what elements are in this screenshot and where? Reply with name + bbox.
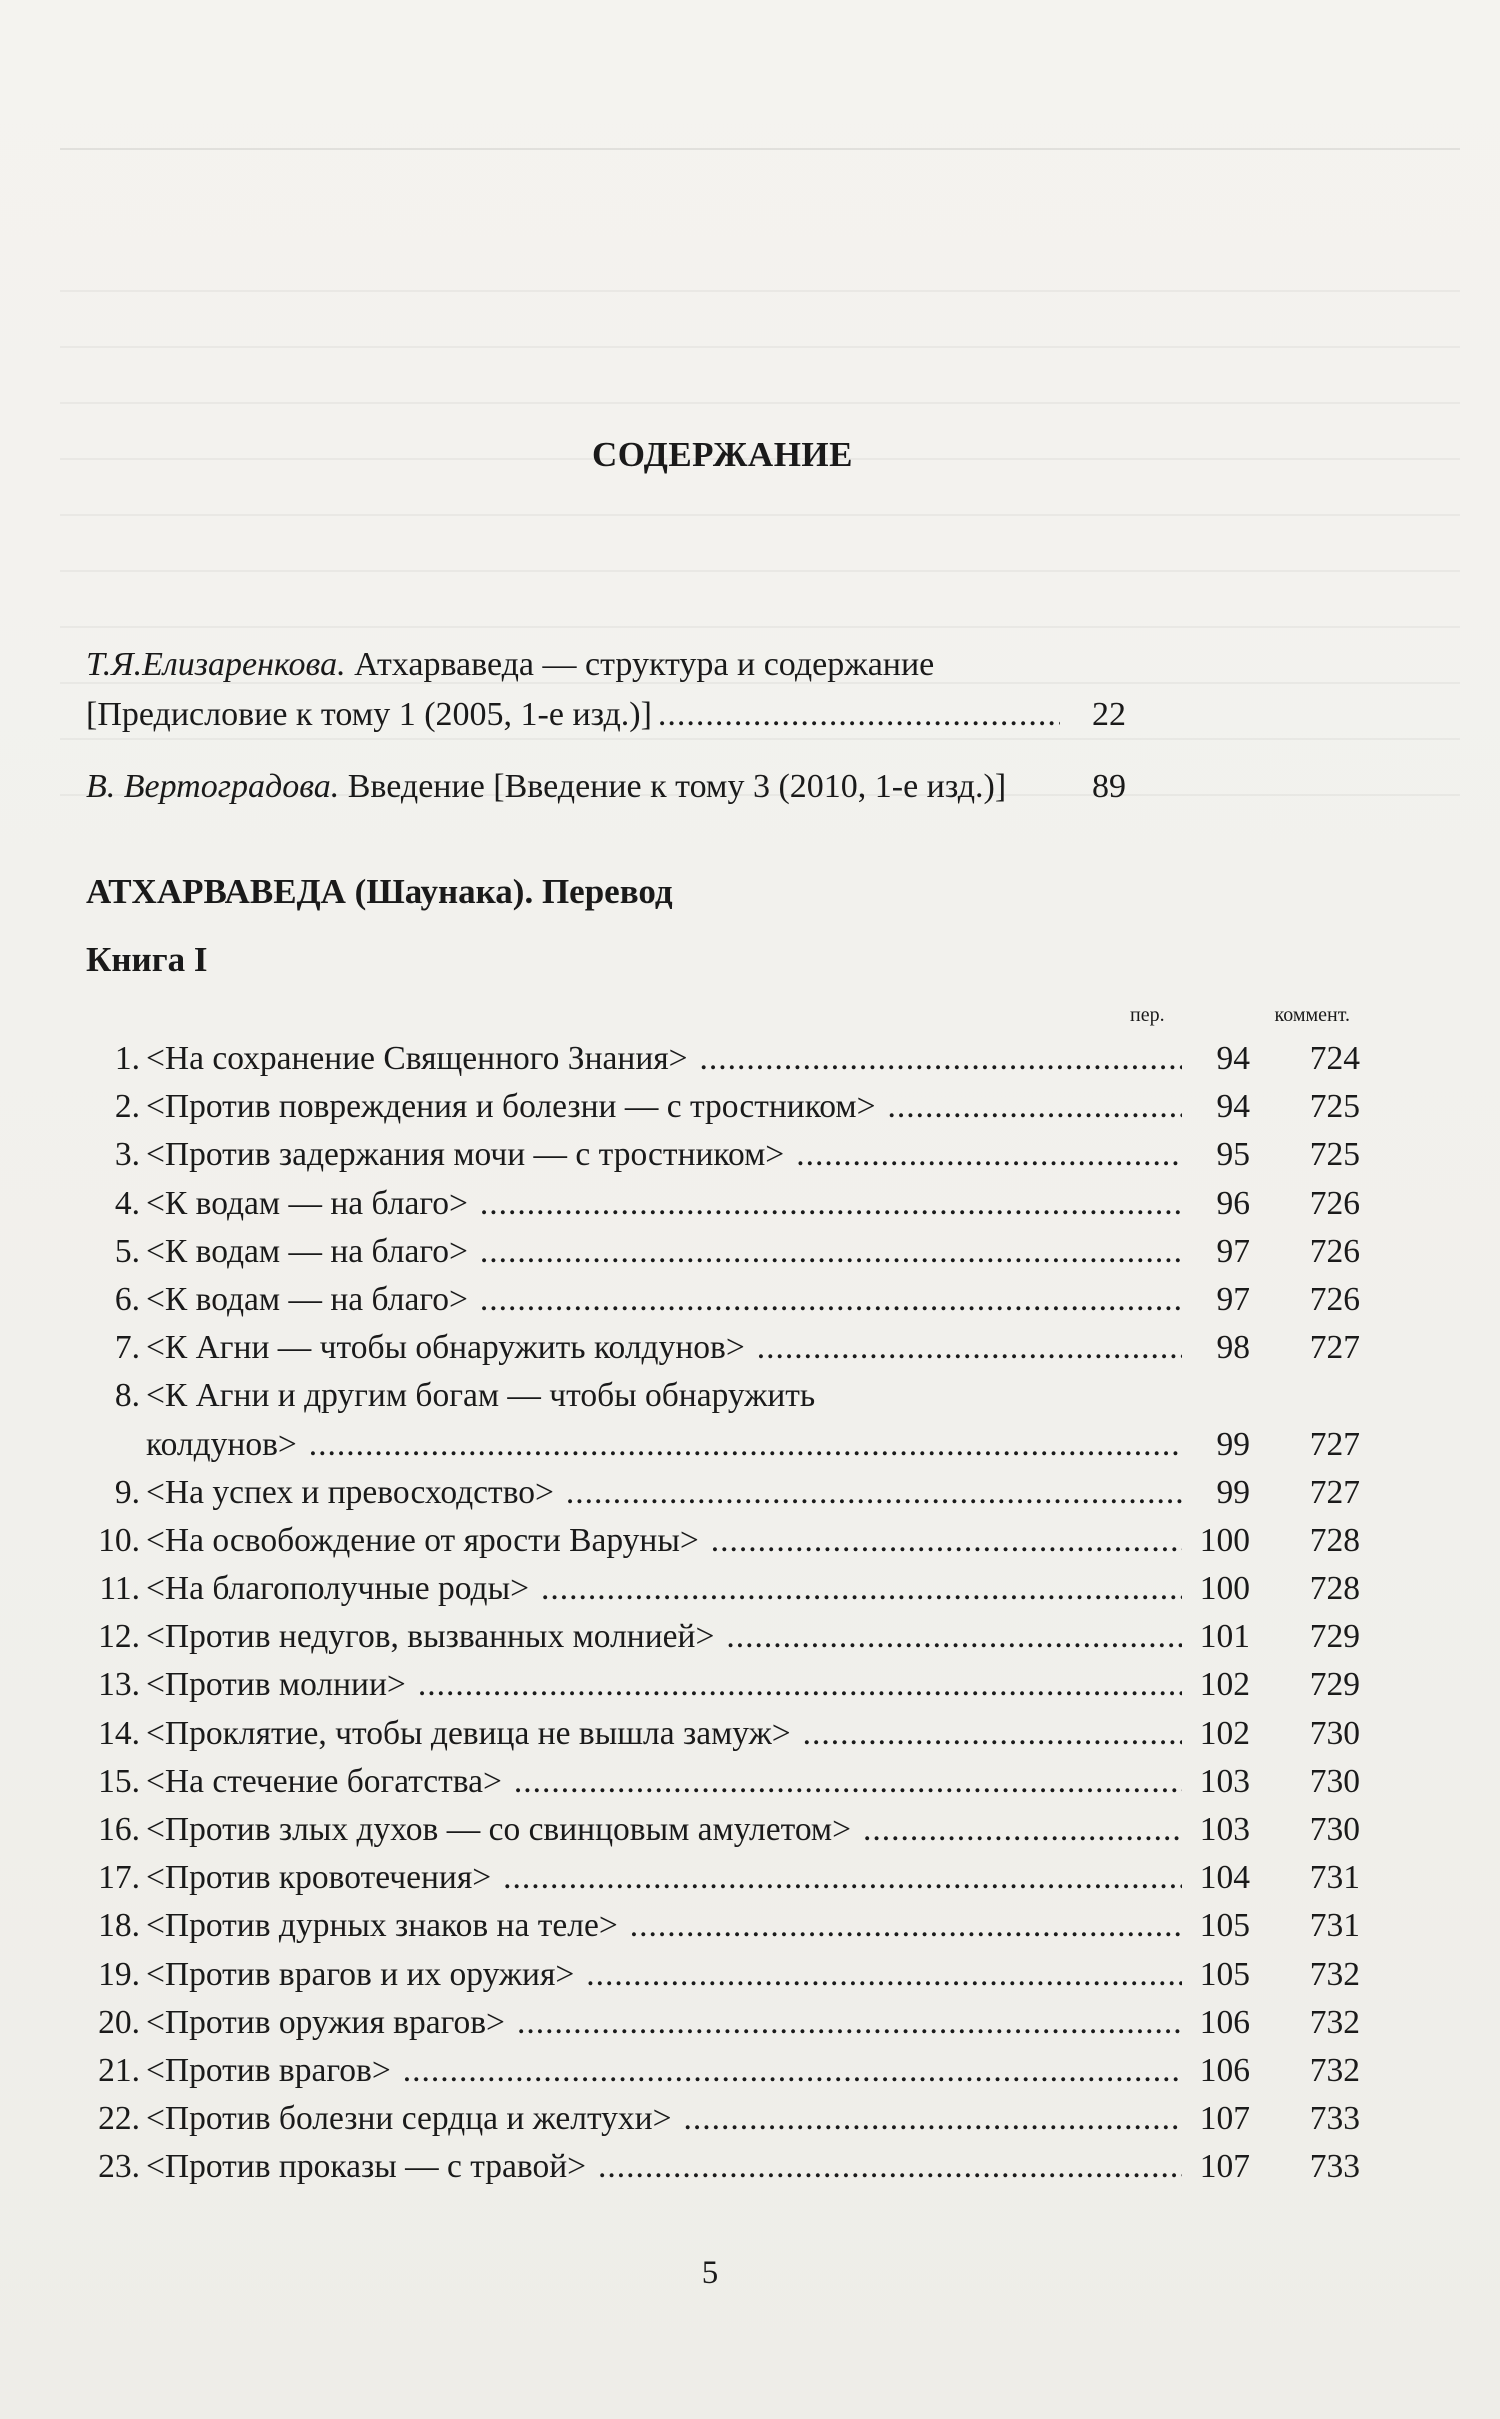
- entry-page-comment: 727: [1309, 1425, 1360, 1463]
- entry-page-translation: 102: [1199, 1714, 1250, 1752]
- toc-entry: [80, 1956, 1360, 2004]
- dot-leader: [796, 1136, 1182, 1174]
- entry-page-translation: 96: [1216, 1184, 1250, 1222]
- entry-number: 9.: [114, 1473, 140, 1511]
- entry-page-translation: 105: [1199, 1907, 1250, 1945]
- entry-number: 13.: [98, 1666, 140, 1704]
- toc-entry: [80, 1570, 1360, 1618]
- entry-page-translation: 99: [1216, 1425, 1250, 1463]
- bleed-through-line: [60, 290, 1460, 292]
- entry-page-translation: 99: [1216, 1473, 1250, 1511]
- entry-number: 8.: [114, 1377, 140, 1415]
- entry-number: 10.: [98, 1521, 140, 1559]
- entry-page-translation: 106: [1199, 2051, 1250, 2089]
- intro-title-cont: [Предисловие к тому 1 (2005, 1-е изд.)]: [86, 696, 652, 733]
- entry-page-comment: 726: [1309, 1232, 1360, 1270]
- dot-leader: [658, 690, 1060, 740]
- entry-page-translation: 95: [1216, 1136, 1250, 1174]
- entry-page-comment: 729: [1309, 1618, 1360, 1656]
- entry-number: 5.: [114, 1232, 140, 1270]
- entry-title: <Против дурных знаков на теле>: [146, 1907, 618, 1945]
- entry-number: 17.: [98, 1859, 140, 1897]
- bleed-through-line: [60, 514, 1460, 516]
- dot-leader: [566, 1474, 1182, 1512]
- entry-title: <К водам — на благо>: [146, 1232, 468, 1270]
- intro-author: Т.Я.Елизаренкова.: [86, 646, 346, 683]
- entry-title: <Против врагов>: [146, 2051, 391, 2089]
- toc-entry: [80, 1040, 1360, 1088]
- entry-title: <Против задержания мочи — с тростником>: [146, 1136, 785, 1174]
- entry-page-comment: 729: [1309, 1666, 1360, 1704]
- dot-leader: [480, 1185, 1182, 1223]
- toc-entry: [80, 2148, 1360, 2196]
- toc-entry: [80, 2004, 1360, 2052]
- entry-number: 18.: [98, 1907, 140, 1945]
- entry-page-translation: 101: [1199, 1618, 1250, 1656]
- dot-leader: [887, 1088, 1182, 1126]
- toc-entry: [80, 1666, 1360, 1714]
- entry-title: <На сохранение Священного Знания>: [146, 1040, 688, 1077]
- entry-page-comment: 725: [1309, 1088, 1360, 1126]
- toc-entry: [80, 1329, 1360, 1377]
- dot-leader: [757, 1329, 1182, 1367]
- entry-title: <Проклятие, чтобы девица не вышла замуж>: [146, 1714, 791, 1752]
- bleed-through-line: [60, 346, 1460, 348]
- entry-number: 22.: [98, 2100, 140, 2138]
- toc-entry: [80, 1618, 1360, 1666]
- column-per: пер.: [1130, 1004, 1165, 1026]
- dot-leader: [480, 1281, 1182, 1319]
- intro-entry: [86, 640, 1126, 740]
- dot-leader: [684, 2100, 1183, 2138]
- dot-leader: [480, 1233, 1182, 1271]
- toc-entry: [80, 1715, 1360, 1763]
- entry-number: 2.: [114, 1088, 140, 1126]
- entry-number: 15.: [98, 1762, 140, 1800]
- page-number: 5: [701, 2255, 719, 2291]
- entry-page-comment: 730: [1309, 1811, 1360, 1849]
- entry-title: <Против кровотечения>: [146, 1859, 492, 1897]
- entry-title: <На успех и превосходство>: [146, 1473, 554, 1511]
- dot-leader: [514, 1763, 1182, 1801]
- entry-page-comment: 732: [1309, 2051, 1360, 2089]
- entry-page-comment: 728: [1309, 1521, 1360, 1559]
- dot-leader: [541, 1570, 1182, 1608]
- entry-page-translation: 98: [1216, 1329, 1250, 1367]
- dot-leader: [503, 1859, 1182, 1897]
- intro-entry: [86, 762, 1126, 812]
- entry-title: <Против повреждения и болезни — с тростником>: [146, 1088, 876, 1126]
- entry-page-comment: 727: [1309, 1329, 1360, 1367]
- entry-page-comment: 733: [1309, 2148, 1360, 2186]
- dot-leader: [586, 1956, 1182, 1994]
- entry-page-comment: 726: [1309, 1184, 1360, 1222]
- toc-entry: [80, 1233, 1360, 1281]
- intro-page: 22: [1092, 696, 1126, 733]
- intro-page: 89: [1092, 768, 1126, 805]
- toc-entry: [80, 1474, 1360, 1522]
- toc-entry: [80, 1522, 1360, 1570]
- entry-number: 7.: [114, 1329, 140, 1367]
- entry-title: <К водам — на благо>: [146, 1280, 468, 1318]
- entry-page-translation: 103: [1199, 1762, 1250, 1800]
- entry-page-translation: 103: [1199, 1811, 1250, 1849]
- dot-leader: [803, 1715, 1182, 1753]
- entry-title: <Против болезни сердца и желтухи>: [146, 2100, 672, 2138]
- entry-number: 16.: [98, 1811, 140, 1849]
- entry-page-translation: 100: [1199, 1570, 1250, 1608]
- entry-page-translation: 97: [1216, 1280, 1250, 1318]
- entry-title: <Против врагов и их оружия>: [146, 1955, 575, 1993]
- entry-title: <Против недугов, вызванных молнией>: [146, 1618, 715, 1656]
- entry-title: <К водам — на благо>: [146, 1184, 468, 1222]
- dot-leader: [309, 1426, 1182, 1464]
- intro-entry-line: [86, 690, 1126, 740]
- dot-leader: [700, 1040, 1182, 1078]
- dot-leader: [630, 1907, 1182, 1945]
- toc-entry: [80, 2100, 1360, 2148]
- intro-title: Введение [Введение к тому 3 (2010, 1-е изд.)]: [339, 768, 1007, 805]
- entry-title-cont: колдунов>: [146, 1425, 297, 1463]
- entry-title: <Против молнии>: [146, 1666, 406, 1704]
- column-headers: [1130, 1004, 1350, 1027]
- entry-title: <Против оружия врагов>: [146, 2003, 505, 2041]
- entry-page-translation: 107: [1199, 2100, 1250, 2138]
- intro-entry-line: [86, 762, 1126, 812]
- entry-number: 12.: [98, 1618, 140, 1656]
- entry-number: 4.: [114, 1184, 140, 1222]
- entry-page-translation: 104: [1199, 1859, 1250, 1897]
- toc-entry: [80, 1907, 1360, 1955]
- bleed-through-rule: [60, 148, 1460, 150]
- toc-entry-line: [80, 1426, 1360, 1474]
- bleed-through-line: [60, 626, 1460, 628]
- entry-number: 19.: [98, 1955, 140, 1993]
- toc-entry: [80, 1811, 1360, 1859]
- entry-title: <К Агни — чтобы обнаружить колдунов>: [146, 1329, 745, 1367]
- book-title: Книга I: [86, 940, 208, 979]
- entry-page-comment: 731: [1309, 1859, 1360, 1897]
- entry-page-comment: 732: [1309, 1955, 1360, 1993]
- toc-entry: [80, 1185, 1360, 1233]
- entry-page-comment: 728: [1309, 1570, 1360, 1608]
- entry-number: 20.: [98, 2003, 140, 2041]
- toc-entry: [80, 1377, 1360, 1473]
- toc-entry-line: [80, 1377, 1360, 1425]
- toc-entry: [80, 1136, 1360, 1184]
- entry-page-comment: 726: [1309, 1280, 1360, 1318]
- entry-number: 11.: [99, 1570, 140, 1608]
- entry-page-comment: 730: [1309, 1714, 1360, 1752]
- intro-entry-line: [86, 640, 1126, 690]
- entry-page-translation: 105: [1199, 1955, 1250, 1993]
- intro-author: В. Вертоградова.: [86, 768, 340, 805]
- dot-leader: [863, 1811, 1182, 1849]
- entry-title: <Против проказы — с травой>: [146, 2148, 587, 2186]
- entry-number: 14.: [98, 1714, 140, 1752]
- entry-page-translation: 97: [1216, 1232, 1250, 1270]
- entry-page-translation: 106: [1199, 2003, 1250, 2041]
- entry-page-translation: 94: [1216, 1040, 1250, 1077]
- entry-page-comment: 725: [1309, 1136, 1360, 1174]
- entry-page-comment: 727: [1309, 1473, 1360, 1511]
- dot-leader: [598, 2148, 1182, 2186]
- entry-page-comment: 731: [1309, 1907, 1360, 1945]
- intro-title: Атхарваведа — структура и содержание: [345, 646, 935, 683]
- entry-title: <Против злых духов — со свинцовым амулетом>: [146, 1811, 852, 1849]
- toc-entry: [80, 1088, 1360, 1136]
- toc-entry: [80, 1281, 1360, 1329]
- entry-title: <На освобождение от ярости Варуны>: [146, 1521, 699, 1559]
- entry-title: <На благополучные роды>: [146, 1570, 529, 1608]
- entry-page-comment: 730: [1309, 1762, 1360, 1800]
- toc-entry: [80, 2052, 1360, 2100]
- entry-number: 3.: [114, 1136, 140, 1174]
- entry-page-translation: 102: [1199, 1666, 1250, 1704]
- entry-number: 23.: [98, 2148, 140, 2186]
- toc-list: [80, 1040, 1360, 2197]
- bleed-through-line: [60, 570, 1460, 572]
- column-comment: коммент.: [1274, 1004, 1350, 1026]
- entry-page-translation: 94: [1216, 1088, 1250, 1126]
- entry-page-translation: 107: [1199, 2148, 1250, 2186]
- entry-title: <К Агни и другим богам — чтобы обнаружить: [146, 1377, 816, 1415]
- dot-leader: [726, 1618, 1182, 1656]
- entry-page-comment: 724: [1309, 1040, 1360, 1077]
- entry-number: 21.: [98, 2051, 140, 2089]
- entry-page-comment: 732: [1309, 2003, 1360, 2041]
- entry-page-comment: 733: [1309, 2100, 1360, 2138]
- dot-leader: [418, 1666, 1182, 1704]
- toc-entry: [80, 1763, 1360, 1811]
- page-title: СОДЕРЖАНИЕ: [591, 435, 853, 474]
- bleed-through-line: [60, 402, 1460, 404]
- dot-leader: [517, 2004, 1182, 2042]
- toc-entry: [80, 1859, 1360, 1907]
- section-title: АТХАРВАВЕДА (Шаунака). Перевод: [86, 872, 673, 911]
- entry-number: 6.: [114, 1280, 140, 1318]
- entry-title: <На стечение богатства>: [146, 1762, 502, 1800]
- entry-number: 1.: [114, 1040, 140, 1077]
- dot-leader: [403, 2052, 1182, 2090]
- dot-leader: [711, 1522, 1182, 1560]
- entry-page-translation: 100: [1199, 1521, 1250, 1559]
